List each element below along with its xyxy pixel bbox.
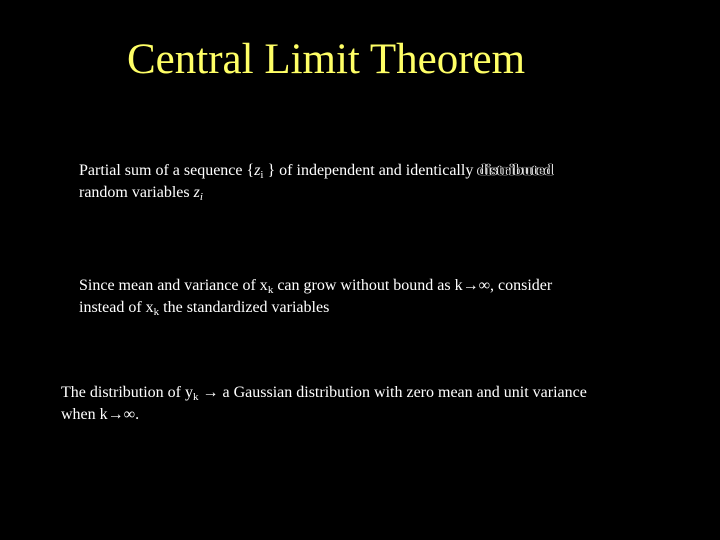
text-run: The distribution of y bbox=[61, 384, 193, 401]
math-subscript: k bbox=[267, 284, 274, 296]
math-subscript: k bbox=[153, 306, 160, 318]
text-run: the standardized variables bbox=[159, 299, 330, 316]
paragraph-line bbox=[79, 297, 552, 319]
math-variable: z bbox=[193, 184, 200, 201]
paragraph-line bbox=[61, 382, 587, 404]
paragraph-line bbox=[79, 182, 553, 204]
text-run: Since mean and variance of x bbox=[79, 277, 268, 294]
highlighted-word: distributed bbox=[477, 162, 553, 179]
math-subscript: k bbox=[192, 391, 199, 403]
text-run: instead of x bbox=[79, 299, 154, 316]
text-run: can grow without bound as k→∞, consider bbox=[273, 277, 553, 294]
text-run: → a Gaussian distribution with zero mean and unit variance bbox=[198, 384, 587, 401]
paragraph-line: when k→∞. bbox=[61, 406, 140, 423]
paragraph-line bbox=[79, 160, 553, 182]
math-subscript: i bbox=[199, 191, 203, 203]
text-run: Partial sum of a sequence { bbox=[79, 162, 255, 179]
text-run: } of independent and identically bbox=[263, 162, 478, 179]
paragraph-partial-sum bbox=[79, 160, 553, 204]
paragraph-standardized bbox=[79, 275, 552, 319]
math-subscript: i bbox=[260, 169, 264, 181]
slide-title: Central Limit Theorem bbox=[127, 36, 526, 83]
text-run: random variables bbox=[79, 184, 194, 201]
paragraph-line bbox=[79, 275, 552, 297]
paragraph-distribution bbox=[61, 382, 587, 426]
math-variable: z bbox=[254, 162, 261, 179]
